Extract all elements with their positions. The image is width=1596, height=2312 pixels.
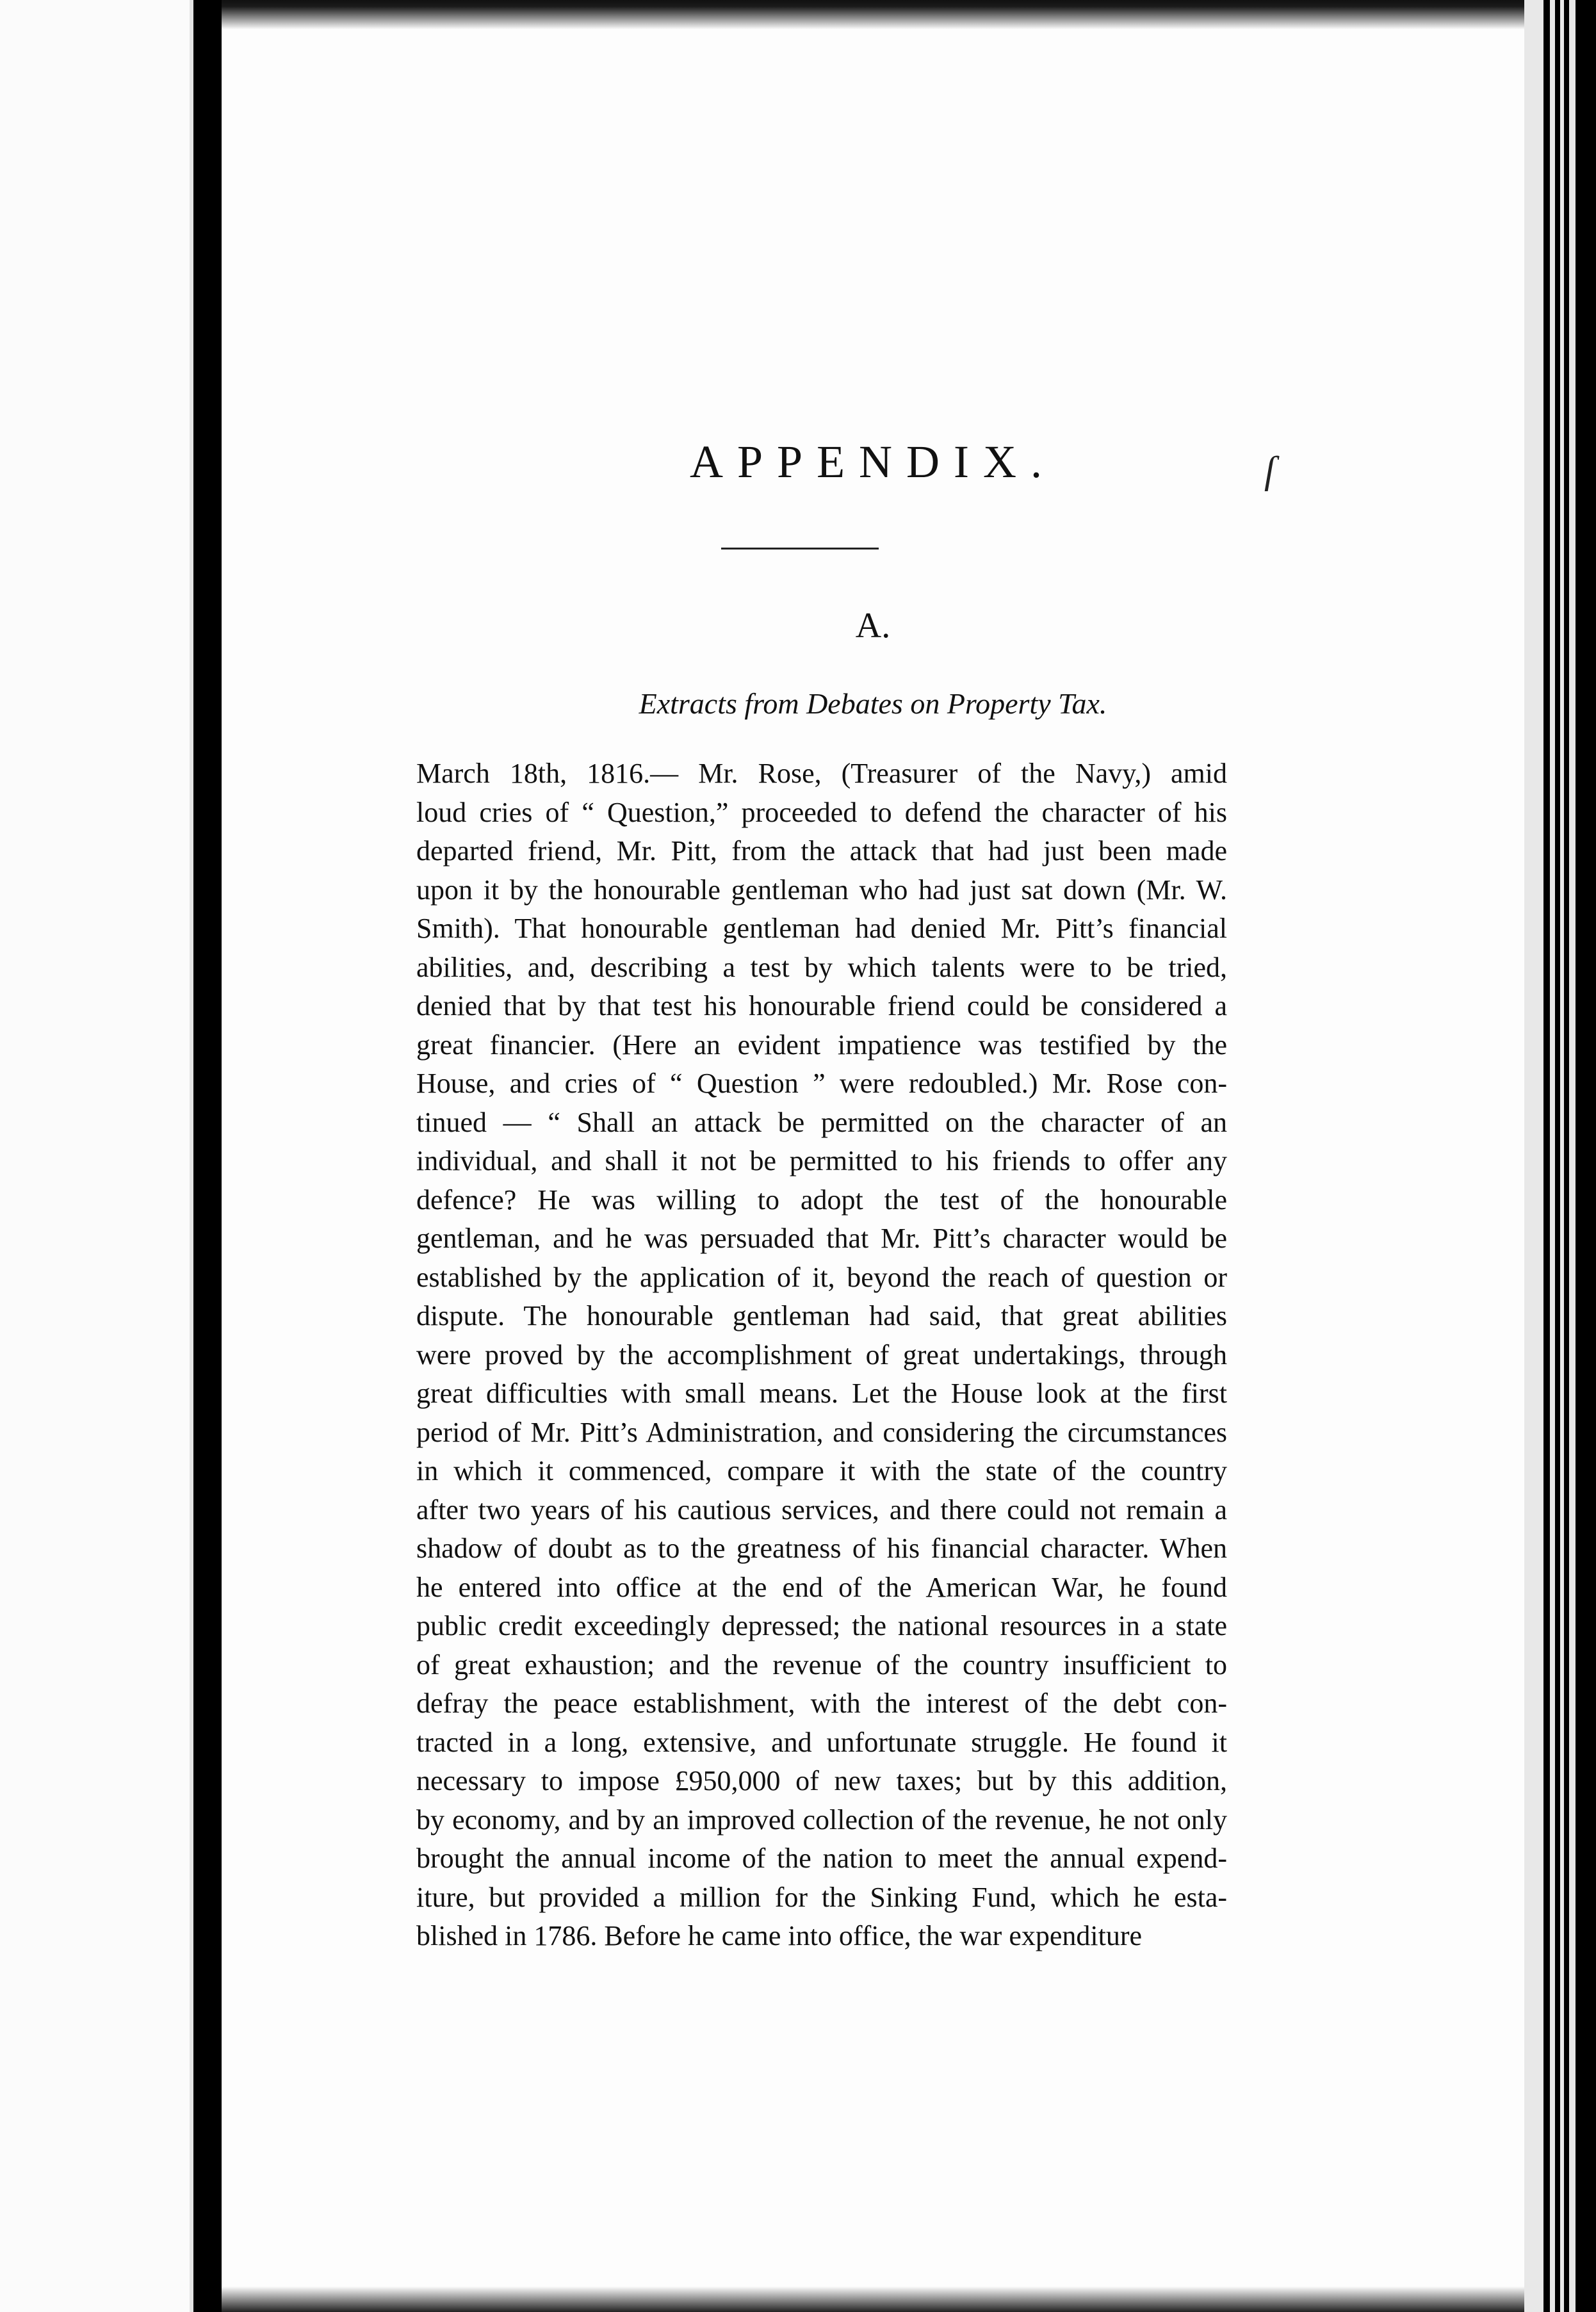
body-line: defence? He was willing to adopt the test of the honourable [416, 1184, 1227, 1216]
stray-ink-mark: ſ [1264, 449, 1275, 491]
body-line: denied that by that test his honourable friend could be considered a [416, 990, 1227, 1022]
body-text [416, 754, 1227, 1956]
body-line: dispute. The honourable gentleman had said, that great abilities [416, 1300, 1227, 1331]
main-page [222, 0, 1524, 2312]
body-line: March 18th, 1816.— Mr. Rose, (Treasurer of the Navy,) amid [416, 758, 1227, 789]
body-line: he entered into office at the end of the American War, he found [416, 1571, 1227, 1603]
body-line: public credit exceedingly depressed; the national resources in a state [416, 1610, 1227, 1641]
title-rule [721, 548, 879, 550]
page-content [222, 0, 1524, 2312]
body-line: were proved by the accomplishment of great undertakings, through [416, 1339, 1227, 1371]
body-line: upon it by the honourable gentleman who had just sat down (Mr. W. [416, 874, 1227, 906]
left-page-gutter [190, 0, 193, 2312]
body-line: iture, but provided a million for the Sinking Fund, which he esta- [416, 1881, 1227, 1913]
body-line: period of Mr. Pitt’s Administration, and considering the circumstances [416, 1416, 1227, 1448]
body-line: great financier. (Here an evident impatience was testified by the [416, 1029, 1227, 1061]
body-line: tinued — “ Shall an attack be permitted on the character of an [416, 1106, 1227, 1138]
body-line: tracted in a long, extensive, and unfortunate struggle. He found it [416, 1726, 1227, 1758]
body-line: gentleman, and he was persuaded that Mr. Pitt’s character would be [416, 1223, 1227, 1254]
body-line: shadow of doubt as to the greatness of his financial character. When [416, 1533, 1227, 1564]
body-line: brought the annual income of the nation to meet the annual expend- [416, 1843, 1227, 1874]
section-heading: Extracts from Debates on Property Tax. [639, 687, 1107, 720]
page-stack-edge [1524, 0, 1596, 2312]
body-line: necessary to impose £950,000 of new taxes; but by this addition, [416, 1765, 1227, 1796]
body-line: by economy, and by an improved collection of the revenue, he not only [416, 1803, 1227, 1836]
body-line: after two years of his cautious services, and there could not remain a [416, 1494, 1227, 1526]
body-line: Smith). That honourable gentleman had denied Mr. Pitt’s financial [416, 913, 1227, 944]
section-letter: A. [855, 606, 891, 646]
body-line: abilities, and, describing a test by which talents were to be tried, [416, 951, 1227, 983]
body-line: established by the application of it, beyond the reach of question or [416, 1261, 1227, 1293]
body-line: House, and cries of “ Question ” were redoubled.) Mr. Rose con- [416, 1068, 1227, 1099]
body-line: defray the peace establishment, with the interest of the debt con- [416, 1688, 1227, 1719]
body-line: loud cries of “ Question,” proceeded to defend the character of his [416, 796, 1227, 828]
body-line: individual, and shall it not be permitted to his friends to offer any [416, 1145, 1227, 1176]
body-line: blished in 1786. Before he came into office, the war expenditure [416, 1920, 1143, 1951]
left-page-edge [0, 0, 193, 2312]
body-line: departed friend, Mr. Pitt, from the attack that had just been made [416, 835, 1227, 867]
body-line: great difficulties with small means. Let the House look at the first [416, 1378, 1227, 1409]
body-line: in which it commenced, compare it with the state of the country [416, 1455, 1227, 1486]
appendix-title: APPENDIX. [689, 436, 1057, 487]
body-line: of great exhaustion; and the revenue of the country insufficient to [416, 1649, 1227, 1681]
